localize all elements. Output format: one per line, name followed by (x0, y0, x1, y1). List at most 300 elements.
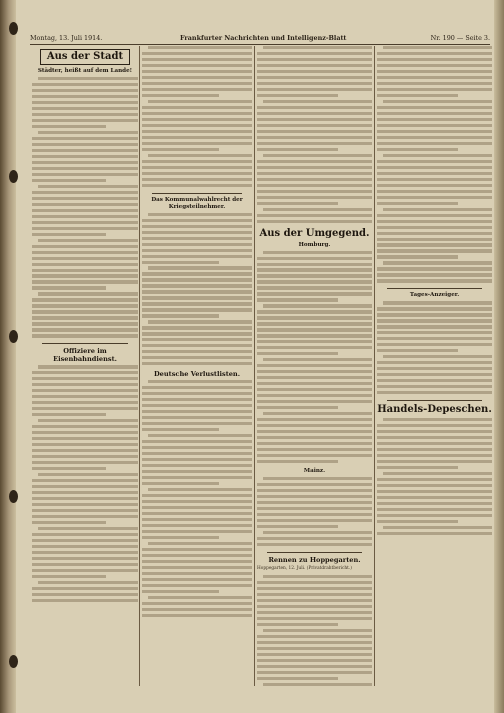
text-line (142, 608, 252, 611)
text-line (32, 161, 138, 164)
text-line (377, 319, 492, 322)
text-line (257, 274, 372, 277)
text-line (257, 88, 372, 91)
text-line (257, 52, 372, 55)
text-line (257, 513, 372, 516)
text-line (383, 355, 492, 358)
text-line (142, 494, 252, 497)
text-line (377, 273, 492, 276)
text-line (148, 488, 252, 491)
text-line (142, 338, 252, 341)
text-line (142, 94, 219, 97)
text-line (257, 388, 372, 391)
text-line (377, 325, 492, 328)
article-body (257, 46, 372, 226)
text-line (257, 483, 372, 486)
text-line (257, 220, 372, 223)
text-line (257, 94, 338, 97)
text-line (257, 124, 372, 127)
text-line (32, 521, 106, 524)
separator (387, 400, 482, 401)
text-line (142, 255, 252, 258)
text-line (377, 361, 492, 364)
text-line (32, 137, 138, 140)
page-edge (494, 0, 504, 713)
text-line (142, 392, 252, 395)
text-line (257, 112, 372, 115)
text-line (377, 313, 492, 316)
text-line (257, 286, 372, 289)
text-line (148, 213, 252, 216)
binding-hole (9, 490, 18, 503)
text-line (142, 225, 252, 228)
article-body (257, 477, 372, 549)
text-line (32, 280, 138, 283)
text-line (257, 106, 372, 109)
text-line (377, 478, 492, 481)
text-line (142, 530, 252, 533)
text-line (383, 301, 492, 304)
text-line (32, 377, 138, 380)
text-line (377, 232, 492, 235)
text-line (377, 249, 492, 252)
text-line (32, 425, 138, 428)
text-line (257, 537, 372, 540)
text-line (142, 272, 252, 275)
text-line (142, 446, 252, 449)
text-line (142, 82, 252, 85)
text-line (142, 172, 252, 175)
text-line (32, 251, 138, 254)
text-line (257, 641, 372, 644)
text-line (32, 89, 138, 92)
article-body (32, 77, 138, 340)
text-line (257, 507, 372, 510)
text-line (377, 424, 492, 427)
text-line (32, 107, 138, 110)
binding-hole (9, 330, 18, 343)
text-line (257, 623, 338, 626)
text-line (257, 76, 372, 79)
text-line (377, 58, 492, 61)
text-line (142, 518, 252, 521)
text-line (142, 584, 252, 587)
text-line (142, 130, 252, 133)
text-line (32, 497, 138, 500)
article-body (257, 575, 372, 686)
text-line (377, 148, 458, 151)
text-line (377, 178, 492, 181)
text-line (377, 367, 492, 370)
separator (152, 193, 242, 194)
text-line (257, 677, 338, 680)
text-line (377, 118, 492, 121)
text-line (263, 477, 372, 480)
text-line (257, 501, 372, 504)
text-line (377, 94, 458, 97)
text-line (32, 95, 138, 98)
text-line (383, 418, 492, 421)
text-line (142, 261, 219, 264)
text-line (142, 136, 252, 139)
text-line (142, 602, 252, 605)
text-line (257, 364, 372, 367)
article-body (257, 251, 372, 466)
text-line (257, 340, 372, 343)
text-line (142, 332, 252, 335)
text-line (377, 124, 492, 127)
text-line (142, 243, 252, 246)
text-line (377, 226, 492, 229)
text-line (142, 548, 252, 551)
text-line (377, 202, 458, 205)
text-line (32, 119, 138, 122)
text-line (32, 551, 138, 554)
text-line (257, 671, 372, 674)
text-line (257, 130, 372, 133)
text-line (38, 365, 138, 368)
text-line (257, 454, 372, 457)
text-line (142, 52, 252, 55)
text-line (263, 304, 372, 307)
text-line (377, 331, 492, 334)
text-line (377, 279, 492, 282)
article-body (142, 380, 252, 619)
text-line (148, 320, 252, 323)
text-line (377, 184, 492, 187)
text-line (377, 196, 492, 199)
text-line (377, 88, 492, 91)
text-line (148, 542, 252, 545)
section-heading-stadt: Aus der Stadt (40, 49, 130, 65)
text-line (142, 560, 252, 563)
text-line (32, 215, 138, 218)
article-body (377, 301, 492, 397)
text-line (257, 448, 372, 451)
text-line (257, 581, 372, 584)
text-line (377, 267, 492, 270)
text-line (142, 142, 252, 145)
text-line (257, 58, 372, 61)
text-line (263, 251, 372, 254)
text-line (257, 263, 372, 266)
text-line (32, 599, 138, 602)
text-line (257, 436, 372, 439)
text-line (142, 410, 252, 413)
separator (267, 552, 362, 553)
text-line (257, 376, 372, 379)
text-line (377, 142, 492, 145)
article-heading: Städter, heißt auf dem Lande! (37, 68, 133, 74)
text-line (32, 233, 106, 236)
text-line (383, 154, 492, 157)
text-line (32, 449, 138, 452)
text-line (148, 100, 252, 103)
text-line (257, 460, 338, 463)
text-line (32, 298, 138, 301)
text-line (377, 220, 492, 223)
text-line (32, 173, 138, 176)
text-line (38, 292, 138, 295)
text-line (377, 502, 492, 505)
text-line (377, 243, 492, 246)
text-line (32, 389, 138, 392)
text-line (142, 118, 252, 121)
text-line (257, 70, 372, 73)
text-line (32, 509, 138, 512)
text-line (142, 112, 252, 115)
text-line (32, 322, 138, 325)
text-line (257, 543, 372, 546)
text-line (257, 352, 338, 355)
article-heading: Tages-Anzeiger. (409, 292, 460, 299)
text-line (32, 197, 138, 200)
text-line (377, 172, 492, 175)
section-heading-umgegend: Aus der Umgegend. (259, 227, 370, 239)
text-line (257, 346, 372, 349)
text-line (377, 106, 492, 109)
text-line (257, 328, 372, 331)
text-line (142, 148, 219, 151)
article-body (32, 365, 138, 604)
text-line (377, 436, 492, 439)
text-line (32, 316, 138, 319)
text-line (257, 118, 372, 121)
text-line (32, 533, 138, 536)
text-line (383, 100, 492, 103)
text-line (257, 593, 372, 596)
text-line (257, 495, 372, 498)
text-line (257, 605, 372, 608)
text-line (257, 370, 372, 373)
text-line (142, 404, 252, 407)
text-line (32, 455, 138, 458)
text-line (377, 190, 492, 193)
text-line (142, 278, 252, 281)
text-line (32, 443, 138, 446)
text-line (257, 394, 372, 397)
text-line (377, 454, 492, 457)
text-line (142, 554, 252, 557)
text-line (257, 178, 372, 181)
article-heading: Rennen zu Hoppegarten. (268, 555, 361, 564)
text-line (142, 476, 252, 479)
text-line (148, 434, 252, 437)
text-line (377, 430, 492, 433)
text-line (377, 442, 492, 445)
text-line (142, 362, 252, 365)
text-line (377, 337, 492, 340)
text-line (377, 379, 492, 382)
text-line (32, 557, 138, 560)
text-line (257, 172, 372, 175)
text-line (142, 344, 252, 347)
text-line (32, 167, 138, 170)
text-line (257, 489, 372, 492)
text-line (32, 491, 138, 494)
text-line (142, 536, 219, 539)
text-line (377, 136, 492, 139)
text-line (257, 334, 372, 337)
text-line (142, 290, 252, 293)
text-line (257, 400, 372, 403)
text-line (142, 422, 252, 425)
text-line (142, 350, 252, 353)
text-line (377, 532, 492, 535)
text-line (142, 76, 252, 79)
text-line (142, 249, 252, 252)
article-subheading: Mainz. (303, 467, 326, 474)
text-line (257, 268, 372, 271)
text-line (142, 578, 252, 581)
text-line (377, 466, 458, 469)
article-heading: Das Kommunalwahlrecht der Kriegsteilnehmer. (151, 196, 243, 210)
text-line (32, 263, 138, 266)
page-binding (0, 0, 16, 713)
article-heading: Deutsche Verlustlisten. (153, 370, 241, 379)
text-line (377, 238, 492, 241)
text-line (32, 587, 138, 590)
text-line (142, 124, 252, 127)
text-line (148, 266, 252, 269)
text-line (142, 296, 252, 299)
text-line (257, 665, 372, 668)
text-line (257, 430, 372, 433)
text-line (377, 52, 492, 55)
text-line (377, 64, 492, 67)
text-line (263, 683, 372, 686)
text-line (377, 160, 492, 163)
text-line (32, 515, 138, 518)
text-line (142, 566, 252, 569)
text-line (377, 82, 492, 85)
text-line (148, 380, 252, 383)
text-line (263, 629, 372, 632)
separator (387, 288, 482, 289)
text-line (32, 334, 138, 337)
text-line (377, 484, 492, 487)
text-line (142, 416, 252, 419)
text-line (32, 371, 138, 374)
separator (42, 343, 128, 344)
text-line (32, 328, 138, 331)
text-line (142, 302, 252, 305)
text-line (32, 179, 106, 182)
text-line (257, 184, 372, 187)
text-line (142, 160, 252, 163)
column-rule (139, 46, 140, 686)
text-line (257, 635, 372, 638)
text-line (142, 356, 252, 359)
text-line (32, 101, 138, 104)
column-3 (257, 46, 372, 686)
text-line (377, 214, 492, 217)
text-line (142, 88, 252, 91)
text-line (257, 148, 338, 151)
text-line (142, 500, 252, 503)
text-line (257, 257, 372, 260)
text-line (257, 418, 372, 421)
text-line (257, 382, 372, 385)
text-line (383, 526, 492, 529)
article-body (142, 213, 252, 369)
text-line (142, 464, 252, 467)
text-line (32, 545, 138, 548)
text-line (32, 593, 138, 596)
text-line (142, 398, 252, 401)
text-line (263, 46, 372, 49)
text-line (377, 391, 492, 394)
text-line (32, 503, 138, 506)
text-line (142, 470, 252, 473)
text-line (32, 155, 138, 158)
text-line (32, 113, 138, 116)
text-line (32, 407, 138, 410)
text-line (32, 437, 138, 440)
text-line (148, 154, 252, 157)
text-line (142, 440, 252, 443)
text-line (257, 136, 372, 139)
text-line (38, 131, 138, 134)
text-line (142, 590, 219, 593)
text-line (257, 298, 338, 301)
header-date: Montag, 13. Juli 1914. (30, 34, 103, 42)
header-masthead: Frankfurter Nachrichten und Intelligenz-Blatt (180, 34, 347, 42)
text-line (377, 520, 458, 523)
text-line (32, 485, 138, 488)
text-line (257, 160, 372, 163)
text-line (142, 237, 252, 240)
binding-hole (9, 22, 18, 35)
text-line (38, 77, 138, 80)
text-line (263, 100, 372, 103)
text-line (32, 143, 138, 146)
text-line (148, 46, 252, 49)
text-line (257, 190, 372, 193)
text-line (142, 452, 252, 455)
text-line (142, 106, 252, 109)
text-line (32, 304, 138, 307)
text-line (377, 166, 492, 169)
text-line (377, 514, 492, 517)
binding-hole (9, 170, 18, 183)
text-line (257, 599, 372, 602)
text-line (257, 196, 372, 199)
text-line (257, 142, 372, 145)
text-line (263, 531, 372, 534)
column-2 (142, 46, 252, 686)
text-line (257, 292, 372, 295)
text-line (32, 467, 106, 470)
text-line (32, 269, 138, 272)
text-line (257, 322, 372, 325)
text-line (377, 130, 492, 133)
text-line (377, 112, 492, 115)
article-body (142, 46, 252, 190)
text-line (38, 527, 138, 530)
text-line (257, 214, 372, 217)
text-line (263, 208, 372, 211)
text-line (257, 647, 372, 650)
text-line (142, 308, 252, 311)
text-line (383, 46, 492, 49)
text-line (38, 185, 138, 188)
column-rule (374, 46, 375, 686)
text-line (32, 257, 138, 260)
text-line (383, 261, 492, 264)
page-header (30, 30, 490, 45)
text-line (142, 512, 252, 515)
